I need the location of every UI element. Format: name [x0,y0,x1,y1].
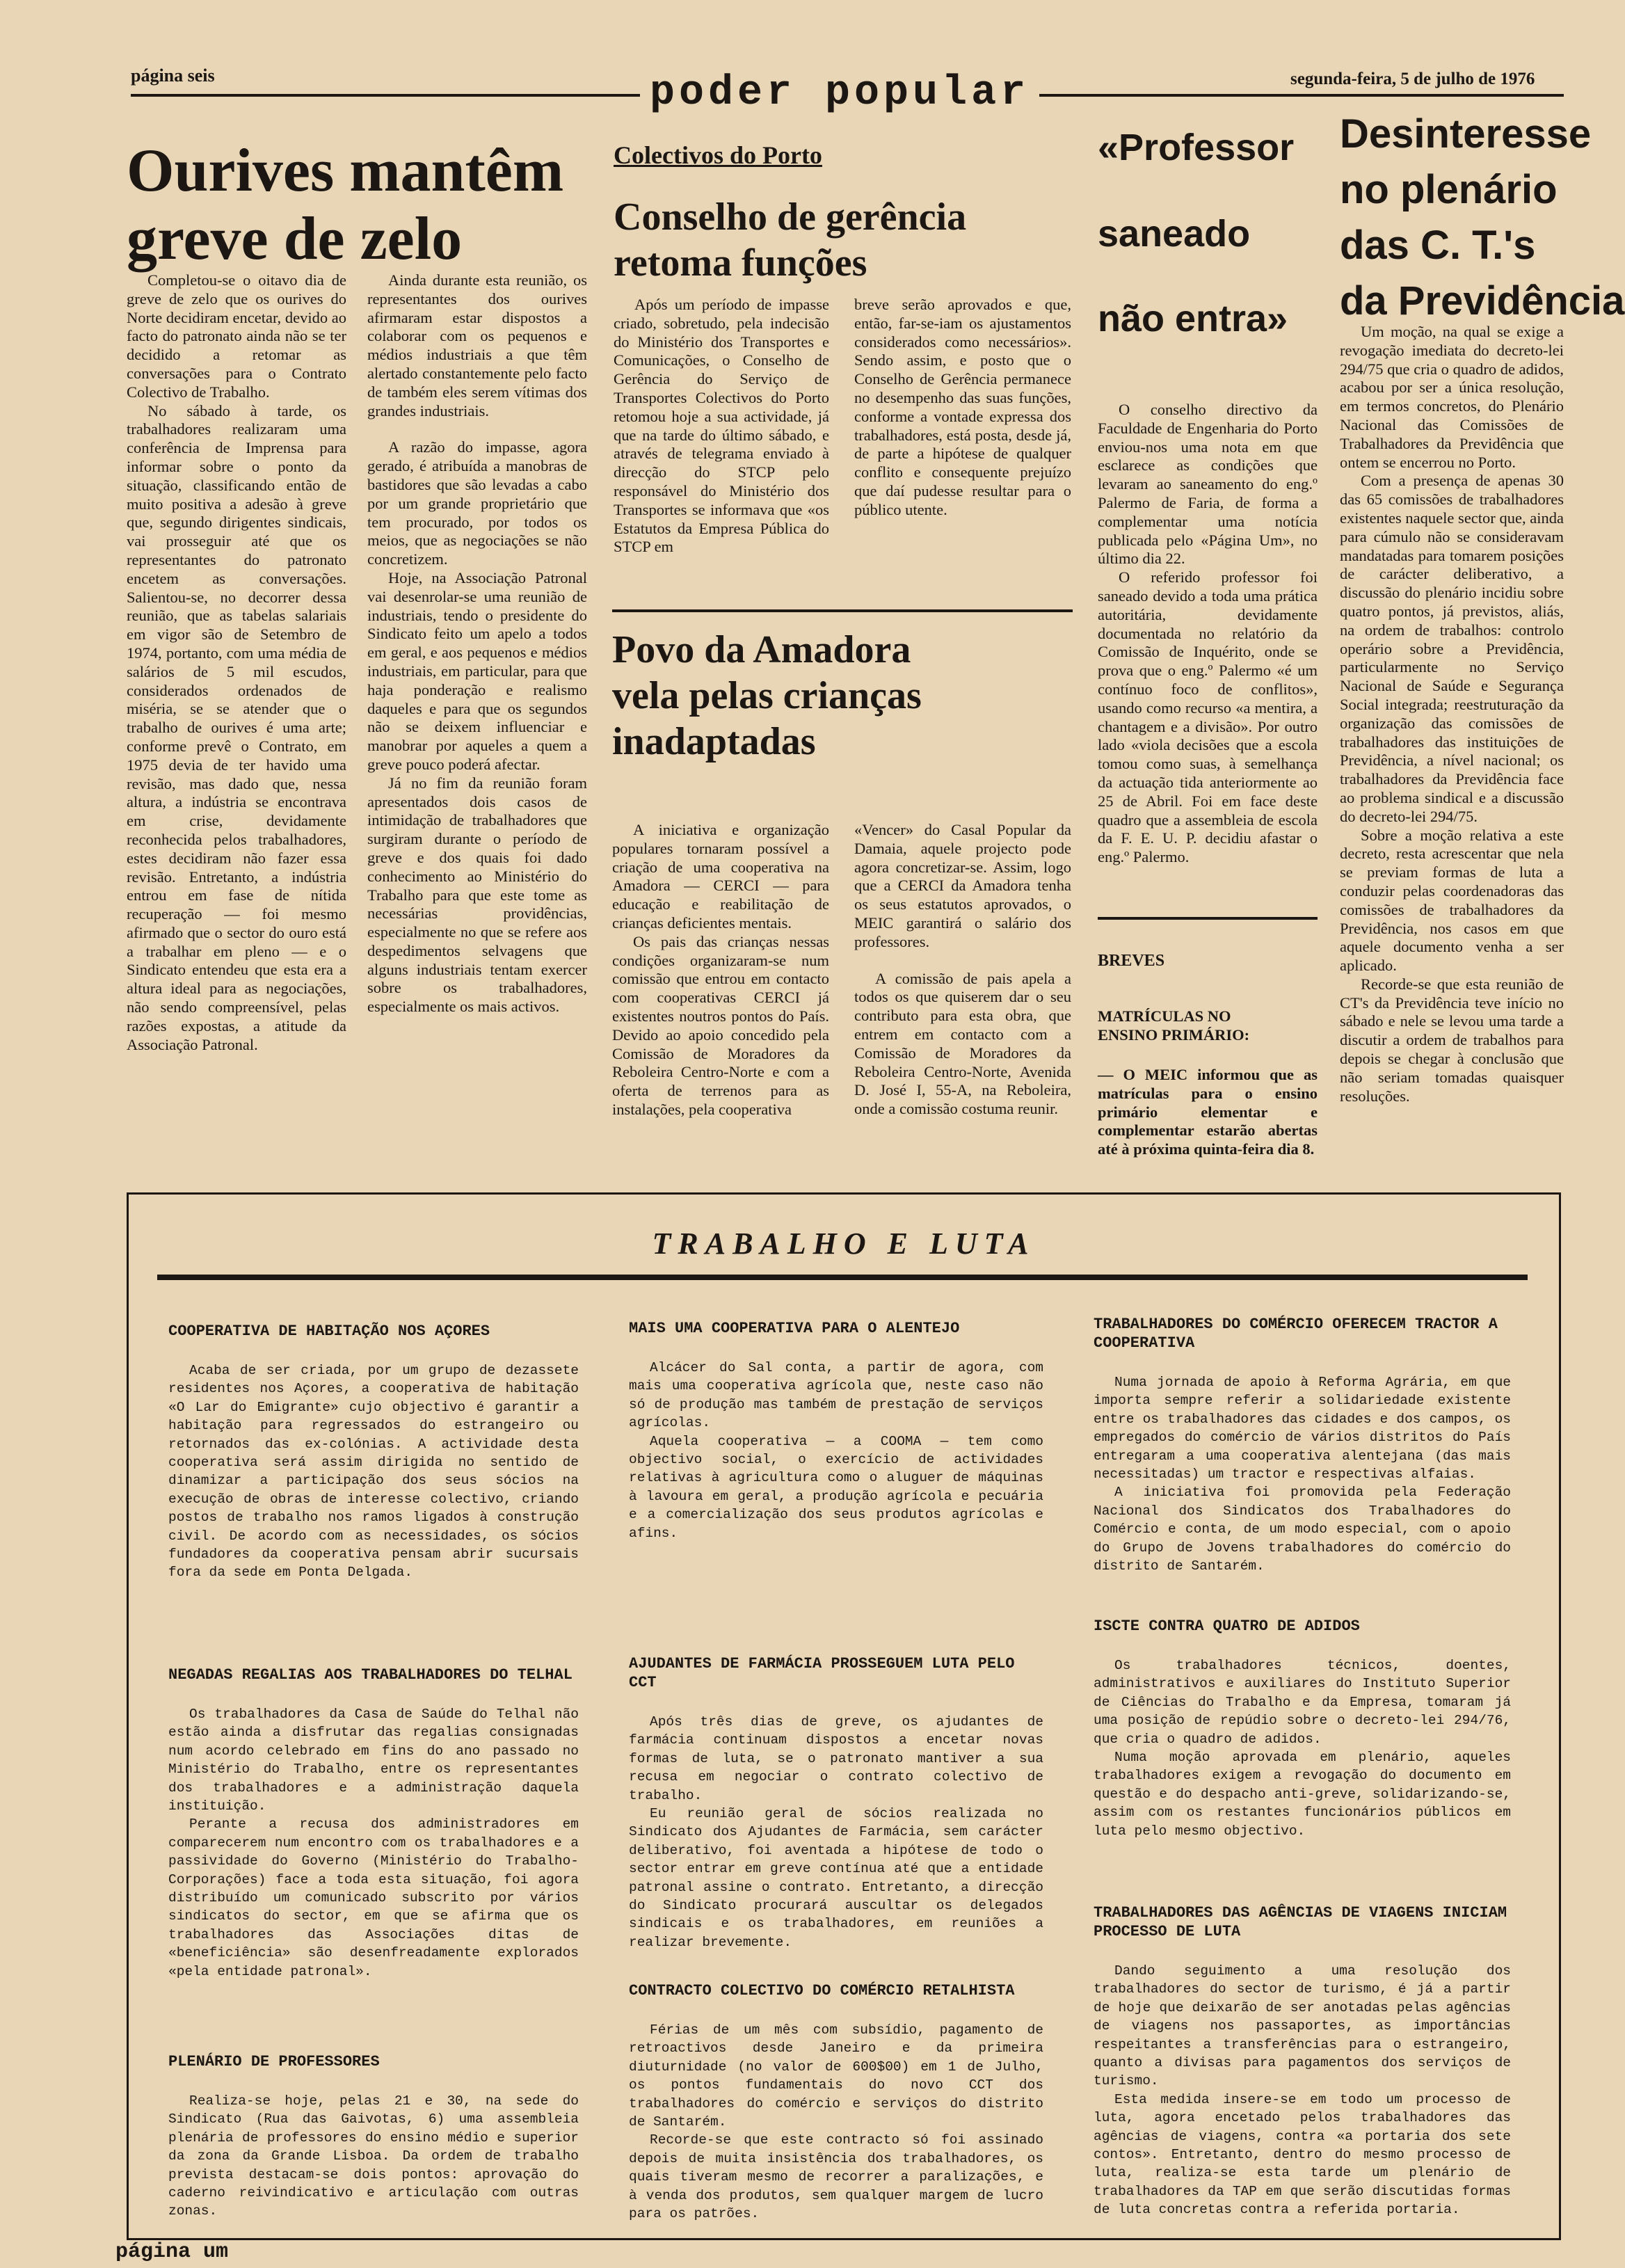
paragraph: Dando seguimento a uma resolução dos trabalhadores do sector de turismo, é já a partir de hoje que deixarão de ser anotadas pelas agências de viagens nos passaportes, as importâncias respeitantes a transferências para o estrangeiro, quanto a divisas para pagamentos dos serviços de turismo. [1094,1963,1511,2089]
section-head: COOPERATIVA DE HABITAÇÃO NOS AÇORES [168,1323,490,1340]
paragraph: A razão do impasse, agora gerado, é atribuída a manobras de bastidores que são levadas a cabo por um grande proprietário que tem procurado, por todos os meios, que as negociações se não concretizem. [367,438,587,568]
article5-body [1340,323,1564,1105]
paragraph: Recorde-se que este contracto só foi assinado depois de muita insistência dos trabalhadores, os quais tiveram mesmo de recorrer a paralizações, e à venda dos produtos, sem qualquer margem de lucro para os patrões. [629,2132,1043,2222]
paragraph: Hoje, na Associação Patronal vai desenrolar-se uma reunião de industriais, tendo o presidente do Sindicato feito um apelo a todos em geral, e aos pequenos e médios industriais, em particular, para que haja ponderação e realismo daqueles e para que os segundos não se deixem influenciar e manobrar por aqueles a quem a greve pouco poderá afectar. [367,568,587,773]
article5-title-line4: da Previdência [1340,278,1625,324]
article1-col1 [127,271,346,1054]
article5-title-line1: Desinteresse [1340,111,1592,157]
paragraph: A iniciativa e organização populares tornaram possível a criação de uma cooperativa na Amadora — CERCI — para educação e reabilitação de crianças deficientes mentais. [612,821,829,932]
section-ajudantes-farmacia [629,1654,1043,1951]
paragraph: Após três dias de greve, os ajudantes de farmácia continuam dispostos a encetar novas formas de luta, se o patronato mantiver a sua recusa em negociar o contrato colectivo de trabalho. [629,1714,1043,1803]
section-head: ISCTE CONTRA QUATRO DE ADIDOS [1094,1618,1360,1635]
article3-title-line2: vela pelas crianças [612,674,922,717]
paragraph: Já no fim da reunião foram apresentados dois casos de intimidação de trabalhadores que surgiram durante o período de greve e dos quais foi dado conhecimento ao Ministério do Trabalho para que este tome as necessárias providências, especialmente no que se refere aos despedimentos selvagens que alguns industriais tentam exercer sobre os trabalhadores, especialmente os mais activos. [367,774,587,1016]
section-head: AJUDANTES DE FARMÁCIA PROSSEGUEM LUTA PELO CCT [629,1655,1015,1691]
article1-title-line1: Ourives mantêm [127,137,564,205]
page-label: página seis [131,65,215,86]
paragraph: Completou-se o oitavo dia de greve de zelo que os ourives do Norte decidiram encetar, devido ao facto do patronato ainda não se ter decidido a retomar as conversações para o Contrato Colectivo de Trabalho. [127,271,346,401]
paragraph: Férias de um mês com subsídio, pagamento de retroactivos desde Janeiro e da primeira diuturnidade (no valor de 600$00) em 1 de Julho, os pontos fundamentais do novo CCT dos trabalhadores do comércio e serviços do distrito de Santarém. [629,2022,1043,2130]
paragraph: Realiza-se hoje, pelas 21 e 30, na sede do Sindicato (Rua das Gaivotas, 6) uma assembleia plenária de professores do ensino médio e superior da zona da Grande Lisboa. Da ordem de trabalho prevista destacam-se dois pontos: aprovação do caderno reivindicativo e articulação com outras zonas. [168,2093,579,2219]
article2-kicker: Colectivos do Porto [614,141,822,169]
paragraph: breve serão aprovados e que, então, far-se-iam os ajustamentos considerados como necessários». Sendo assim, e posto que o Conselho de Gerência permanece no desempenho das suas funções, conforme a vontade expressa dos trabalhadores, está posta, desde já, de parte a hipótese de qualquer conflito e consequente prejuízo que daí pudesse resultar para o público utente. [854,296,1071,518]
footer-label: página um [115,2240,229,2264]
paragraph: Esta medida insere-se em todo um processo de luta, agora encetado pelos trabalhadores das agências de viagens, contra «a portaria dos sete contos». Entretanto, dentro do mesmo processo de luta, realiza-se esta tarde um plenário de trabalhadores da TAP em que serão discutidas formas de luta concretas contra a referida portaria. [1094,2091,1511,2218]
article3-col1 [612,821,829,1119]
paragraph: O conselho directivo da Faculdade de Engenharia do Porto enviou-nos uma nota em que esclarece as condições que levaram ao saneamento do eng.º Palermo de Faria, de forma a complementar uma notícia publicada pelo «Página Um», no último dia 22. [1098,401,1318,568]
paragraph: Após um período de impasse criado, sobretudo, pela indecisão do Ministério dos Transportes e Comunicações, o Conselho de Gerência do Serviço de Transportes Colectivos do Porto retomou hoje a sua actividade, já que na tarde do último sábado, e através de telegrama enviado à direcção do STCP pelo responsável do Ministério dos Transportes se informava que «os Estatutos da Empresa Pública do STCP em [614,296,829,556]
article5-title-line2: no plenário [1340,167,1558,212]
trabalho-luta-title: TRABALHO E LUTA [652,1227,1036,1261]
paragraph: Recorde-se que esta reunião de CT's da Previdência teve início no sábado e nele se levou uma tarde a discutir a ordem de trabalhos para depois se chegar à conclusão que não seriam tomadas quaisquer resoluções. [1340,975,1564,1105]
paragraph: Numa moção aprovada em plenário, aqueles trabalhadores exigem a revogação do documento em questão e do despacho anti-greve, solidarizando-se, assim com os restantes funcionários públicos em luta pelo mesmo objectivo. [1094,1750,1511,1839]
section-comercio-retalhista [629,1981,1043,2223]
article3-col2 [854,821,1071,1119]
paragraph: Aquela cooperativa — a COOMA — tem como objectivo social, o exercício de actividades relativas à agricultura como o aluguer de máquinas à lavoura em geral, a produção agrícola e pecuária e a comercialização dos seus produtos agrícolas e afins. [629,1433,1043,1541]
section-plenario-professores [168,2052,579,2221]
article2-col2 [854,296,1071,520]
breves-body: — O MEIC informou que as matrículas para o ensino primário elementar e complementar estarão abertas até à próxima quinta-feira dia 8. [1098,1066,1318,1158]
paragraph: No sábado à tarde, os trabalhadores realizaram uma conferência de Imprensa para informar sobre o ponto da situação, classificando então de muito positiva a adesão à greve que, segundo dirigentes sindicais, vai prosseguir até que os representantes do patronato encetem as conversações. Salientou-se, no decorrer dessa reunião, que as tabelas salariais em vigor são de Setembro de 1974, portanto, com uma média de salários de 5 mil escudos, considerados ordenados de miséria, se se atender que o trabalho de ourives é uma arte; conforme prevê o Contrato, em 1975 devia de ter havido uma revisão, mas dado que, nessa altura, a indústria se encontrava em crise, devidamente reconhecida pelos trabalhadores, estes decidiram não fazer essa revisão. Entretanto, a indústria entrou em fase de nítida recuperação — foi mesmo afirmado que o sector do ouro está a trabalhar em pleno — e o Sindicato entendeu que esta era a altura ideal para as negociações, não sendo compreensível, pelas razões expostas, a atitude da Associação Patronal. [127,401,346,1053]
paragraph: Acaba de ser criada, por um grupo de dezassete residentes nos Açores, a cooperativa de habitação «O Lar do Emigrante» cujo objectivo é garantir a habitação para regressados do estrangeiro ou retornados das ex-colónias. A actividade desta cooperativa será assim dirigida no sentido de dinamizar a participação dos seus sócios na execução de obras de interesse colectivo, criando postos de trabalho nos ramos ligados à construção civil. De acordo com as necessidades, os sócios fundadores da cooperativa pensam abrir sucursais fora da sede em Ponta Delgada. [168,1363,579,1581]
paragraph: Os pais das crianças nessas condições organizaram-se num comissão que entrou em contacto com cooperativas CERCI já existentes noutros pontos do País. Devido ao apoio concedido pela Comissão de Moradores da Reboleira Centro-Norte e com a oferta de terrenos para as instalações, pela cooperativa [612,932,829,1118]
article1-col2 [367,271,587,1016]
masthead: poder popular [640,70,1039,117]
paragraph: O referido professor foi saneado devido a toda uma prática autoritária, devidamente documentada no relatório da Comissão de Inquérito, onde se prova que o eng.º Palermo «é um contínuo foco de conflitos», usando como recurso «a mentira, a chantagem e a divisão». Por outro lado «viola decisões que a escola tomou como suas, à semelhança da actuação tida anteriormente ao 25 de Abril. Foi em face deste quadro que a assembleia de escola da F. E. U. P. decidiu afastar o eng.º Palermo. [1098,568,1318,866]
article4-title-line1: «Professor [1098,127,1295,168]
paragraph: Numa jornada de apoio à Reforma Agrária, em que importa sempre referir a solidariedade existente entre os trabalhadores das cidades e dos campos, os empregados do comércio de vários distritos do País entregaram a uma cooperativa alentejana (das mais necessitadas) um tractor e respectivas alfaias. [1094,1375,1511,1483]
section-head: PLENÁRIO DE PROFESSORES [168,2053,380,2070]
section-telhal [168,1666,579,1981]
paragraph: «Vencer» do Casal Popular da Damaia, aquele projecto pode agora concretizar-se. Assim, logo que a CERCI da Amadora tenha os seus estatutos aprovados, o MEIC garantirá o salário dos professores. [854,821,1071,950]
article2-title-line2: retoma funções [614,241,867,285]
section-head: MAIS UMA COOPERATIVA PARA O ALENTEJO [629,1320,960,1337]
trabalho-luta-rule [157,1275,1528,1280]
paragraph: Perante a recusa dos administradores em comparecerem num encontro com os trabalhadores e a passividade do Governo (Ministério do Trabalho-Corporações) face a toda esta situação, foi agora distribuído um comunicado subscrito por vários sindicatos do sector, em que se afirma que os trabalhadores das Associações ditas de «beneficiência» são desenfreadamente explorados «pela entidade patronal». [168,1816,579,1979]
article4-title-line2: saneado [1098,213,1251,255]
section-cooperativa-alentejo [629,1319,1043,1542]
paragraph: Um moção, na qual se exige a revogação imediata do decreto-lei 294/75 que cria o quadro de adidos, acabou por ser a única resolução, em termos concretos, do Plenário Nacional das Comissões de Trabalhadores da Previdência que ontem se encerrou no Porto. [1340,323,1564,471]
paragraph: Alcácer do Sal conta, a partir de agora, com mais uma cooperativa agrícola que, neste caso não só de produção mas também de prestação de serviços agrícolas. [629,1360,1043,1431]
section-head: CONTRACTO COLECTIVO DO COMÉRCIO RETALHISTA [629,1982,1015,1999]
breves-head: MATRÍCULAS NO ENSINO PRIMÁRIO: [1098,1007,1250,1044]
paragraph: Ainda durante esta reunião, os representantes dos ourives afirmaram estar dispostos a colaborar com os pequenos e médios industriais a que têm alertado constantemente pelo facto de também eles serem vítimas dos grandes industriais. [367,271,587,420]
breves-title: BREVES [1098,952,1165,970]
article5-title-line3: das C. T.'s [1340,223,1536,268]
paragraph: A iniciativa foi promovida pela Federação Nacional dos Sindicatos dos Trabalhadores do Comércio e conta, de um modo especial, com o apoio do Grupo de Jovens trabalhadores do comércio do distrito de Santarém. [1094,1485,1511,1574]
section-head: TRABALHADORES DO COMÉRCIO OFERECEM TRACTOR A COOPERATIVA [1094,1316,1498,1352]
article4-rule [1098,917,1318,920]
paragraph: Os trabalhadores da Casa de Saúde do Telhal não estão ainda a disfrutar das regalias consignadas num acordo celebrado em fins do ano passado no Ministério do Trabalho, entre os representantes dos trabalhadores e a administração daquela instituição. [168,1707,579,1814]
article3-title-line1: Povo da Amadora [612,628,911,671]
section-head: NEGADAS REGALIAS AOS TRABALHADORES DO TELHAL [168,1666,573,1684]
article2-rule [612,609,1073,612]
article3-title-line3: inadaptadas [612,720,816,763]
article4-title-line3: não entra» [1098,298,1288,340]
section-tractor-cooperativa [1094,1315,1511,1575]
paragraph: A comissão de pais apela a todos os que quiserem dar o seu contributo para esta obra, que entrem em contacto com a Comissão de Moradores da Reboleira Centro-Norte, Avenida D. José I, 55-A, na Reboleira, onde a comissão costuma reunir. [854,969,1071,1118]
section-iscte [1094,1617,1511,1840]
article2-col1 [614,296,829,557]
paragraph: Os trabalhadores técnicos, doentes, administrativos e auxiliares do Instituto Superior de Ciências do Trabalho e da Empresa, tomaram já uma posição de repúdio sobre o decreto-lei 294/76, que cria o quadro de adidos. [1094,1658,1511,1747]
section-head: TRABALHADORES DAS AGÊNCIAS DE VIAGENS INICIAM PROCESSO DE LUTA [1094,1904,1507,1940]
paragraph: Com a presença de apenas 30 das 65 comissões de trabalhadores existentes naquele sector que, ainda para cúmulo não se consideravam mandatadas para tomarem posições de carácter deliberativo, a discussão do plenário incidiu sobre quatro pontos, já previstos, aliás, na ordem de trabalhos: controlo operário sobre a Previdência, particularmente no Serviço Nacional de Saúde e Segurança Social integrada; reestruturação da organização das comissões de trabalhadores das instituições de Previdência, a nível nacional; os trabalhadores da Previdência face ao problema sindical e a discussão do decreto-lei 294/75. [1340,472,1564,825]
paragraph: Eu reunião geral de sócios realizada no Sindicato dos Ajudantes de Farmácia, sem carácter deliberativo, foi aventada a hipótese de todo o sector entrar em greve contínua até que a entidade patronal assine o contrato. Entretanto, a direcção do Sindicato procurará auscultar os delegados sindicais e os trabalhadores, em reuniões a realizar brevemente. [629,1806,1043,1950]
section-cooperativa-acores [168,1322,579,1582]
article4-body [1098,401,1318,867]
article2-title-line1: Conselho de gerência [614,195,967,239]
section-agencias-viagens [1094,1903,1511,2219]
article1-title-line2: greve de zelo [127,205,463,273]
paragraph: Sobre a moção relativa a este decreto, resta acrescentar que nela se previam formas de luta a conduzir pelas coordenadoras das comissões de trabalhadores da Previdência, nos casos em que aquele documento venha a ser aplicado. [1340,826,1564,975]
issue-date: segunda-feira, 5 de julho de 1976 [1290,70,1535,88]
